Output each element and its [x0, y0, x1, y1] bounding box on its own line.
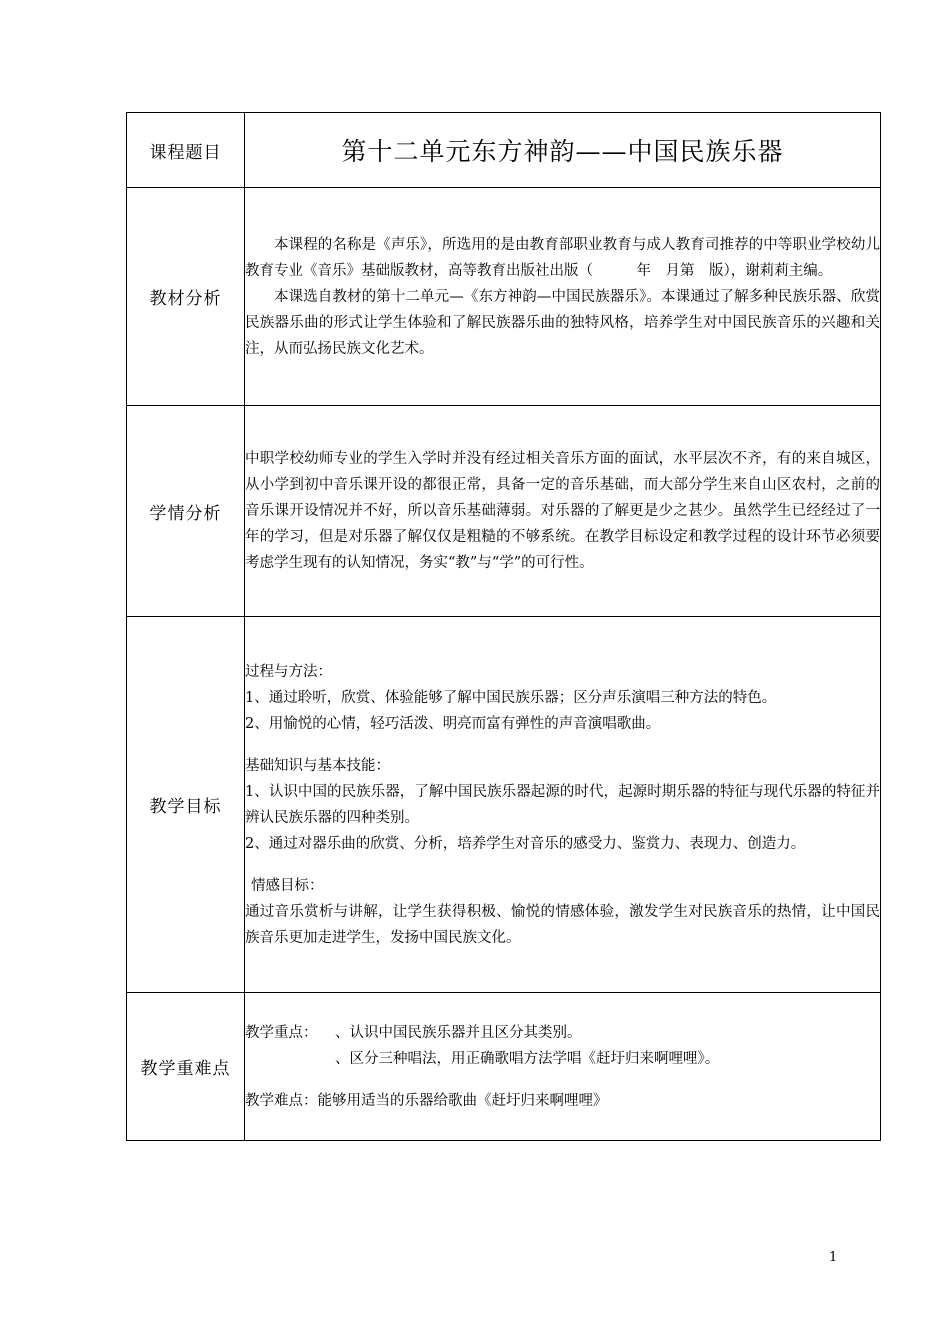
textbook-paragraph: 本课选自教材的第十二单元—《东方神韵—中国民族器乐》。本课通过了解多种民族乐器、欣赏民族器乐曲的形式让学生体验和了解民族器乐曲的独特风格，培养学生对中国民族音乐的兴趣和关注，从而弘扬民族文化艺术。 — [245, 288, 880, 357]
emotion-heading: 情感目标： — [251, 877, 324, 894]
lesson-plan-table — [126, 112, 881, 1141]
key-points-content — [245, 993, 881, 1141]
objectives-label: 教学目标 — [127, 617, 245, 993]
course-title: 第十二单元东方神韵——中国民族乐器 — [245, 113, 881, 188]
objectives-content — [245, 617, 881, 993]
process-heading: 过程与方法： — [245, 663, 332, 680]
key-points-row — [127, 993, 881, 1141]
focus-item: 、区分三种唱法，用正确歌唱方法学唱《赶圩归来啊哩哩》。 — [335, 1050, 720, 1067]
key-points-label: 教学重难点 — [127, 993, 245, 1141]
focus-label: 教学重点： — [245, 1024, 318, 1041]
process-item: 2、用愉悦的心情，轻巧活泼、明亮而富有弹性的声音演唱歌曲。 — [245, 715, 661, 732]
objectives-row — [127, 617, 881, 993]
focus-line — [245, 1046, 880, 1072]
student-analysis-text: 中职学校幼师专业的学生入学时并没有经过相关音乐方面的面试，水平层次不齐，有的来自城区，从小学到初中音乐课开设的都很正常，具备一定的音乐基础，而大部分学生来自山区农村，之前的音乐课开设情况并不好，所以音乐基础薄弱。对乐器的了解更是少之甚少。虽然学生已经经过了一年的学习，但是对乐器了解仅仅是粗糙的不够系统。在教学目标设定和教学过程的设计环节必须要考虑学生现有的认知情况，务实“教”与“学”的可行性。 — [245, 451, 880, 571]
textbook-analysis-row — [127, 188, 881, 406]
knowledge-heading: 基础知识与基本技能： — [245, 757, 390, 774]
textbook-analysis-label: 教材分析 — [127, 188, 245, 406]
focus-item: 、认识中国民族乐器并且区分其类别。 — [335, 1024, 582, 1041]
knowledge-item: 2、通过对器乐曲的欣赏、分析，培养学生对音乐的感受力、鉴赏力、表现力、创造力。 — [245, 835, 806, 852]
student-analysis-label: 学情分析 — [127, 406, 245, 617]
difficulty-text: 教学难点：能够用适当的乐器给歌曲《赶圩归来啊哩哩》 — [245, 1092, 608, 1109]
course-title-row — [127, 113, 881, 188]
course-title-label: 课程题目 — [127, 113, 245, 188]
textbook-paragraph: 本课程的名称是《声乐》，所选用的是由教育部职业教育与成人教育司推荐的中等职业学校幼儿教育专业《音乐》基础版教材，高等教育出版社出版（ 年 月第 版），谢莉莉主编。 — [245, 236, 880, 279]
page-number: 1 — [829, 1250, 838, 1265]
student-analysis-content — [245, 406, 881, 617]
knowledge-item: 1、认识中国的民族乐器，了解中国民族乐器起源的时代，起源时期乐器的特征与现代乐器的特征并辨认民族乐器的四种类别。 — [245, 783, 880, 826]
student-analysis-row — [127, 406, 881, 617]
emotion-text: 通过音乐赏析与讲解，让学生获得积极、愉悦的情感体验，激发学生对民族音乐的热情，让中国民族音乐更加走进学生，发扬中国民族文化。 — [245, 903, 880, 946]
textbook-analysis-content — [245, 188, 881, 406]
focus-line — [245, 1020, 880, 1046]
process-item: 1、通过聆听，欣赏、体验能够了解中国民族乐器；区分声乐演唱三种方法的特色。 — [245, 689, 777, 706]
